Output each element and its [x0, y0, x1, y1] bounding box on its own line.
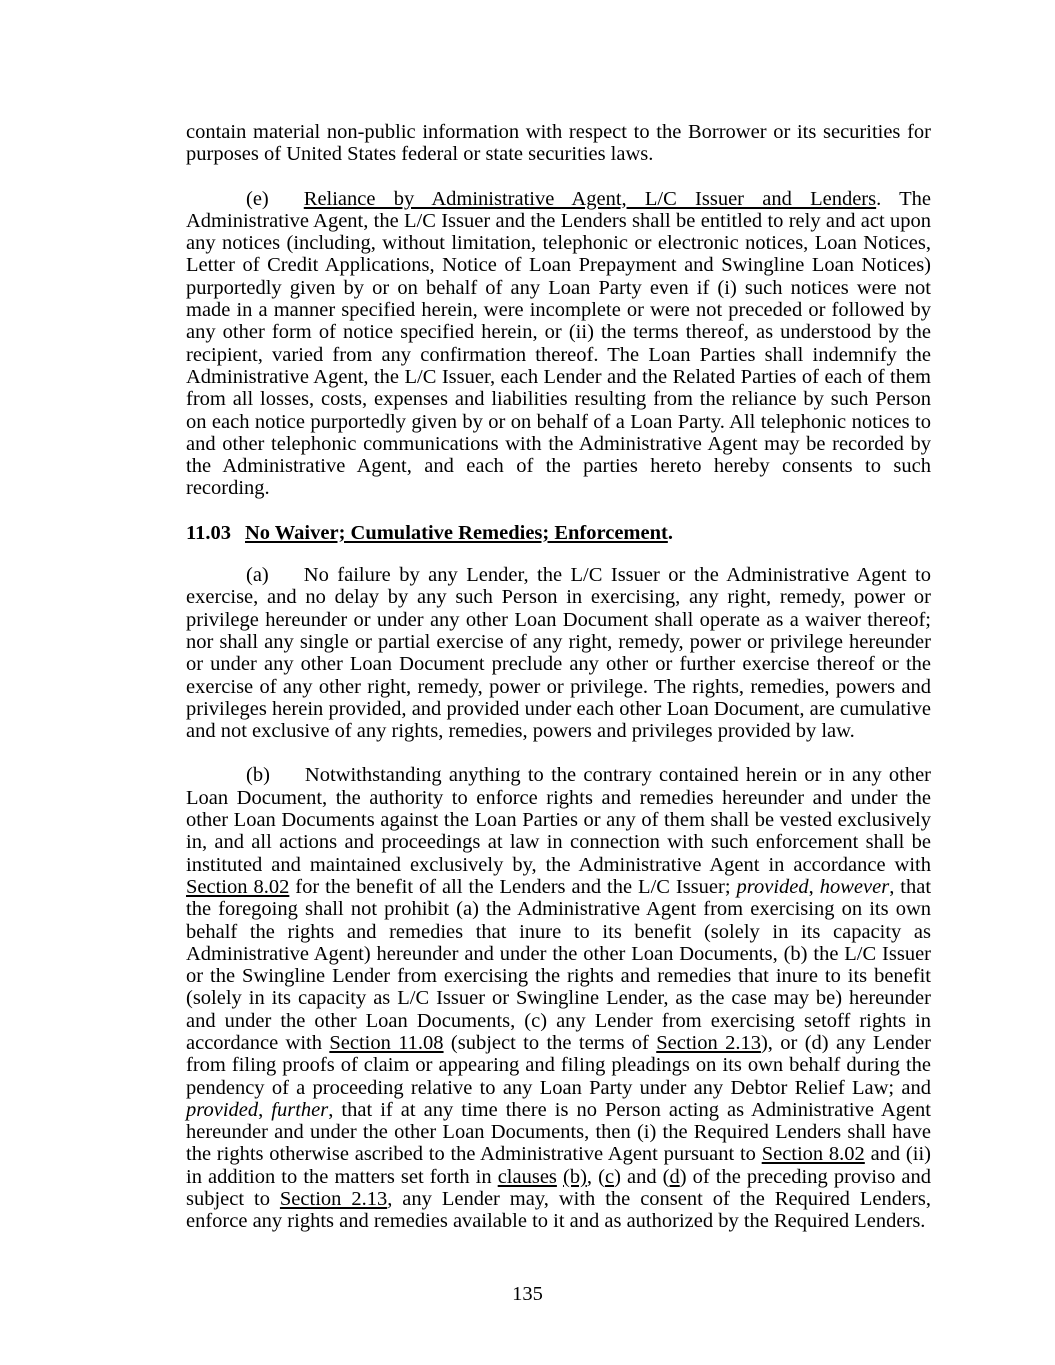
text-segment: provided [736, 875, 809, 898]
text-segment: (b) [563, 1165, 587, 1188]
text-segment: . The Administrative Agent, the L/C Issuer and the Lenders shall be entitled to rely and act upon any notices (including, without limitation, telephonic or electronic notices, Loan Notices, Letter of Credit Applications, Notice of Loan Prepayment and Swingline Loan Notices) purportedly given by or on behalf of any Loan Party even if (i) such notices were not made in a manner specified herein, were incomplete or were not preceded or followed by any other form of notice specified herein, or (ii) the terms thereof, as understood by the recipient, varied from any confirmation thereof. The Loan Parties shall indemnify the Administrative Agent, the L/C Issuer, each Lender and the Related Parties of each of them from all losses, costs, expenses and liabilities resulting from the reliance by such Person on each notice purportedly given by or on behalf of a Loan Party. All telephonic notices to and other telephonic communications with the Administrative Agent may be recorded by the Administrative Agent, and each of the parties hereto hereby consents to such recording. [186, 187, 931, 500]
text-segment: ) and ( [614, 1165, 670, 1188]
page-number: 135 [512, 1283, 543, 1305]
section-heading-11-03 [186, 522, 931, 544]
text-segment: however [819, 875, 890, 898]
text-segment: ) of the preceding proviso and subject to [186, 1165, 932, 1211]
text-segment: Section 2.13 [656, 1031, 761, 1054]
text-segment: No Waiver; Cumulative Remedies; Enforcement [245, 521, 668, 544]
text-segment: provided [186, 1098, 259, 1121]
paragraph-b-enforcement [186, 764, 931, 1232]
paragraph-e-reliance [186, 188, 931, 500]
text-segment: Notwithstanding anything to the contrary contained herein or in any other Loan Document, the authority to enforce rights and remedies hereunder and under the other Loan Documents against the Loan Parties or any of them shall be vested exclusively in, and all actions and proceedings at law in connection with such enforcement shall be instituted and maintained exclusively by, the Administrative Agent in accordance with [186, 764, 931, 876]
text-segment: further [271, 1098, 329, 1121]
text-segment: and (ii) in addition to the matters set forth in [186, 1143, 931, 1188]
text-segment: . [667, 521, 673, 544]
text-segment: , any Lender may, with the consent of the Required Lenders, enforce any rights and remedies available to it and as authorized by the Required Lenders. [186, 1188, 932, 1233]
text-segment: d [669, 1165, 680, 1188]
text-segment: , [808, 875, 820, 898]
text-segment: , [258, 1098, 272, 1121]
text-segment: , that if at any time there is no Person acting as Administrative Agent hereunder and under the other Loan Documents, then (i) the Required Lenders shall have the rights otherwise ascribed to the Administrative Agent pursuant to [186, 1098, 931, 1166]
text-segment: contain material non-public information with respect to the Borrower or its securities for purposes of United States federal or state securities laws. [186, 121, 931, 166]
text-segment: No failure by any Lender, the L/C Issuer or the Administrative Agent to exercise, and no delay by any such Person in exercising, any right, remedy, power or privilege hereunder or under any other Loan Document shall operate as a waiver thereof; nor shall any single or partial exercise of any right, remedy, power or privilege hereunder or under any other Loan Document preclude any other or further exercise thereof or the exercise of any other right, remedy, power or privilege. The rights, remedies, powers and privileges herein provided, and provided under each other Loan Document, are cumulative and not exclusive of any rights, remedies, powers and privileges provided by law. [186, 564, 931, 743]
text-segment: clauses [497, 1165, 557, 1188]
text-segment: Section 11.08 [329, 1031, 444, 1054]
text-segment: (a) [246, 564, 269, 587]
text-segment: Section 8.02 [186, 875, 290, 898]
text-segment: 11.03 [186, 521, 231, 544]
paragraph-continuation [186, 121, 931, 166]
text-segment: c [604, 1165, 615, 1188]
text-segment: (b) [246, 764, 270, 787]
text-segment: Reliance by Administrative Agent, L/C Issuer and Lenders [303, 187, 877, 210]
paragraph-a-no-waiver [186, 564, 931, 742]
text-segment: (e) [246, 187, 269, 210]
text-segment: for the benefit of all the Lenders and the L/C Issuer; [289, 875, 737, 898]
document-body [186, 121, 931, 1255]
text-segment: Section 2.13 [279, 1188, 388, 1211]
text-segment: ), or (d) any Lender from filing proofs of claim or appearing and filing pleadings on its own behalf during the pendency of a proceeding relative to any Loan Party under any Debtor Relief Law; and [186, 1031, 931, 1099]
text-segment: (subject to the terms of [443, 1031, 657, 1054]
text-segment: , that the foregoing shall not prohibit (a) the Administrative Agent from exercising on its own behalf the rights and remedies that inure to its benefit (solely in its capacity as Administrative Agent) hereunder and under the other Loan Documents, (b) the L/C Issuer or the Swingline Lender from exercising the rights and remedies that inure to its benefit (solely in its capacity as L/C Issuer or Swingline Lender, as the case may be) hereunder and under the other Loan Documents, (c) any Lender from exercising setoff rights in accordance with [186, 875, 932, 1054]
text-segment: Section 8.02 [761, 1143, 865, 1166]
text-segment: , ( [586, 1165, 605, 1188]
